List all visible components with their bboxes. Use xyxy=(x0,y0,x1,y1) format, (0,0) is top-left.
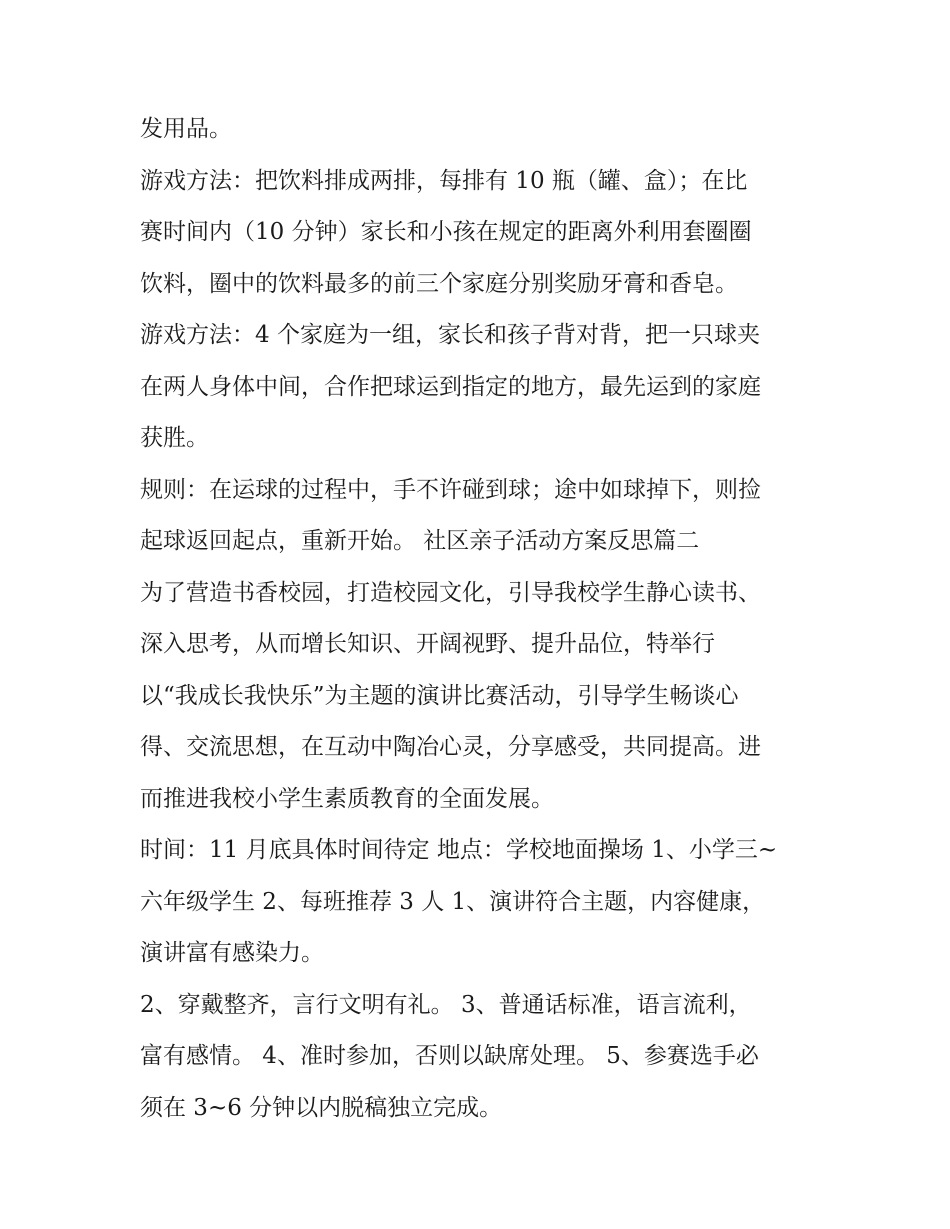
text-line: 起球返回起点，重新开始。 社区亲子活动方案反思篇二 xyxy=(140,528,700,554)
text-line: 得、交流思想，在互动中陶冶心灵，分享感受，共同提高。进 xyxy=(140,734,761,760)
text-line: 获胜。 xyxy=(140,425,209,451)
text-line: 六年级学生 2、每班推荐 3 人 1、演讲符合主题，内容健康， xyxy=(140,888,766,915)
text-line: 为了营造书香校园，打造校园文化，引导我校学生静心读书、 xyxy=(140,579,761,606)
text-line: 在两人身体中间，合作把球运到指定的地方，最先运到的家庭 xyxy=(140,373,761,400)
text-line: 游戏方法：4 个家庭为一组，家长和孩子背对背，把一只球夹 xyxy=(140,322,760,348)
text-line: 规则：在运球的过程中，手不许碰到球；途中如球掉下，则捡 xyxy=(140,476,761,503)
text-line: 须在 3~6 分钟以内脱稿独立完成。 xyxy=(140,1094,503,1121)
text-line: 发用品。 xyxy=(140,116,232,142)
document-body xyxy=(140,104,820,1134)
text-line: 饮料，圈中的饮料最多的前三个家庭分别奖励牙膏和香皂。 xyxy=(140,270,738,297)
text-line: 2、穿戴整齐，言行文明有礼。 3、普通话标准，语言流利， xyxy=(140,991,752,1018)
text-line: 时间：11 月底具体时间待定 地点：学校地面操场 1、小学三~ xyxy=(140,837,778,863)
text-line: 以“我成长我快乐”为主题的演讲比赛活动，引导学生畅谈心 xyxy=(140,682,739,709)
text-line: 演讲富有感染力。 xyxy=(140,940,324,966)
text-line: 富有感情。 4、准时参加，否则以缺席处理。 5、参赛选手必 xyxy=(140,1043,759,1069)
text-line: 游戏方法：把饮料排成两排，每排有 10 瓶（罐、盒）；在比 xyxy=(140,167,748,194)
text-line: 深入思考，从而增长知识、开阔视野、提升品位，特举行 xyxy=(140,631,715,657)
text-line: 赛时间内（10 分钟）家长和小孩在规定的距离外利用套圈圈 xyxy=(140,219,752,245)
text-line: 而推进我校小学生素质教育的全面发展。 xyxy=(140,785,554,812)
